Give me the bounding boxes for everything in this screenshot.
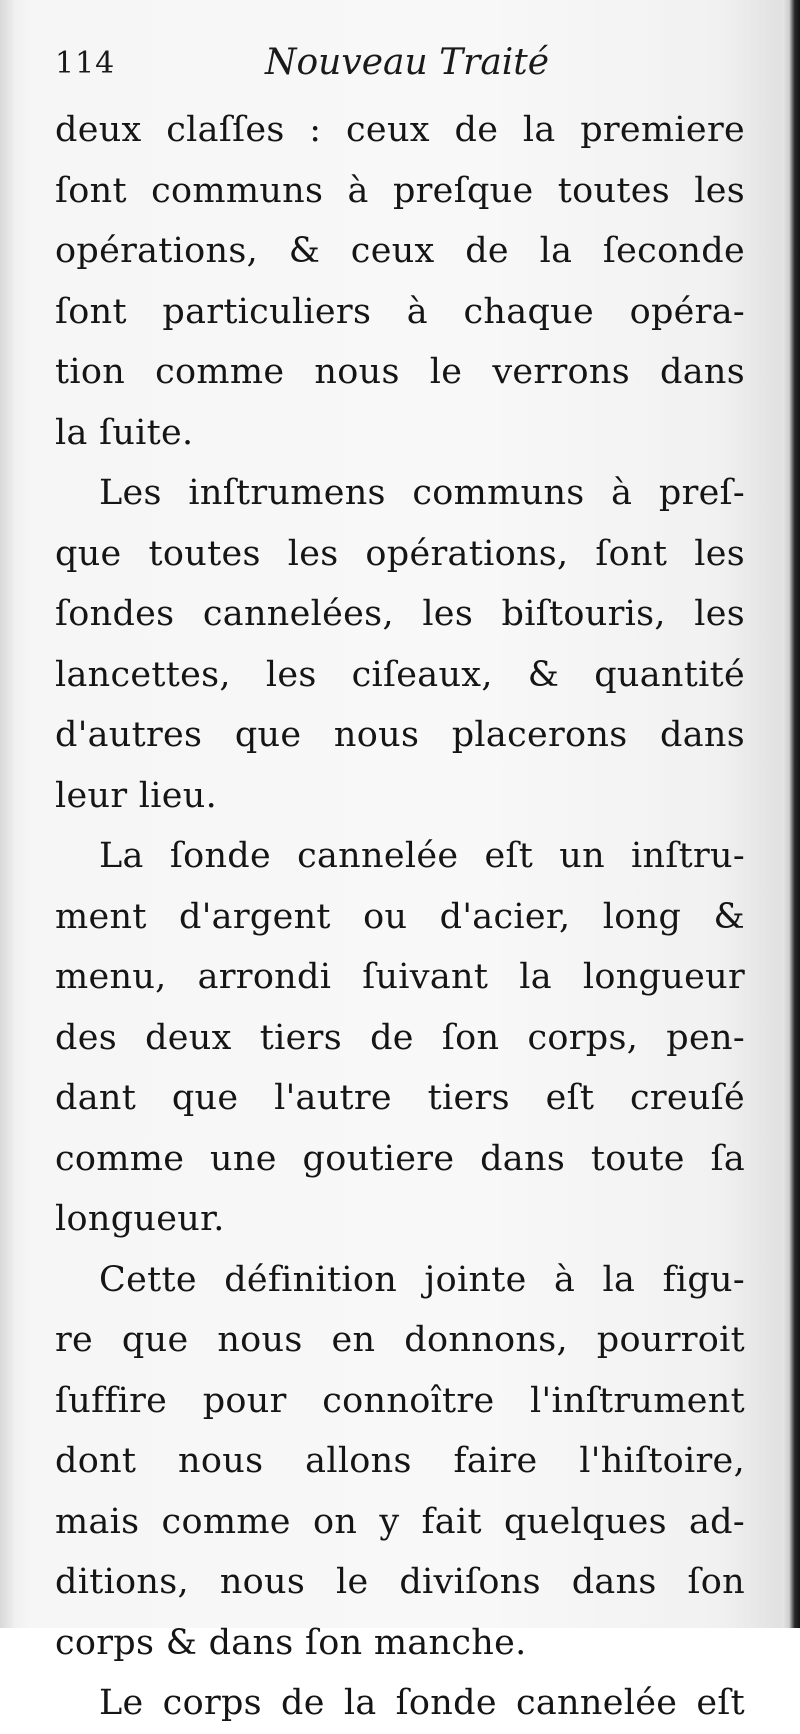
page-header: [55, 42, 735, 92]
running-head: Nouveau Traité: [265, 42, 550, 83]
page-left-edge: [0, 0, 14, 1628]
text-line: Les inſtrumens communs à preſ-: [99, 473, 745, 513]
page-number: 114: [55, 46, 116, 81]
text-line: ment d'argent ou d'acier, long &: [55, 896, 745, 937]
text-line: des deux tiers de ſon corps, pen-: [55, 1017, 745, 1058]
body-text: [55, 100, 745, 1734]
text-line: dont nous allons faire l'hiſtoire,: [55, 1441, 745, 1481]
text-line: longueur.: [55, 1199, 225, 1239]
text-line: ſont particuliers à chaque opéra-: [55, 291, 745, 332]
text-line: ſondes cannelées, les biſtouris, les: [55, 594, 745, 634]
text-line: lancettes, les ciſeaux, & quantité: [55, 654, 745, 695]
text-line: opérations, & ceux de la ſeconde: [55, 231, 745, 271]
text-line: tion comme nous le verrons dans: [55, 352, 745, 392]
text-line: re que nous en donnons, pourroit: [55, 1320, 745, 1360]
text-line: ditions, nous le diviſons dans ſon: [55, 1562, 745, 1602]
text-line: deux claſſes : ceux de la premiere: [55, 110, 745, 150]
text-line: que toutes les opérations, ſont les: [55, 533, 745, 574]
text-line: menu, arrondi ſuivant la longueur: [55, 957, 745, 997]
text-line: Cette définition jointe à la figu-: [99, 1259, 745, 1300]
text-line: Le corps de la ſonde cannelée eſt: [99, 1683, 745, 1723]
binding-gutter: [782, 0, 800, 1628]
text-line: dant que l'autre tiers eſt creuſé: [55, 1078, 745, 1118]
text-line: d'autres que nous placerons dans: [55, 715, 745, 755]
text-line: La ſonde cannelée eſt un inſtru-: [99, 836, 745, 876]
text-line: mais comme on y fait quelques ad-: [55, 1501, 745, 1542]
text-line: corps & dans ſon manche.: [55, 1622, 527, 1663]
text-line: ſuffire pour connoître l'inſtrument: [55, 1380, 745, 1421]
text-line: comme une goutiere dans toute ſa: [55, 1138, 745, 1179]
text-line: la ſuite.: [55, 412, 194, 453]
text-line: leur lieu.: [55, 775, 218, 816]
text-line: ſont communs à preſque toutes les: [55, 170, 745, 211]
